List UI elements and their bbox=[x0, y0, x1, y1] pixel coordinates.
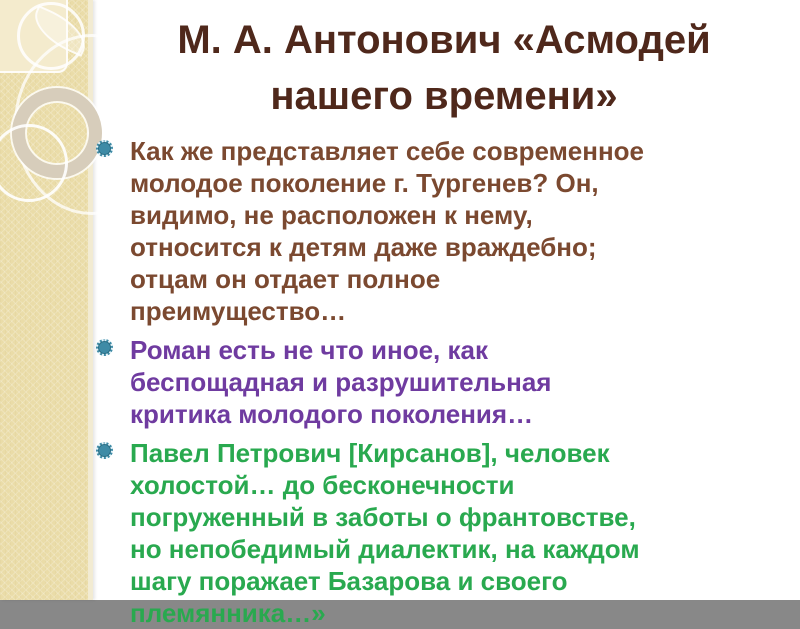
text-line: шагу поражает Базарова и своего bbox=[130, 566, 568, 596]
text-line: беспощадная и разрушительная bbox=[130, 367, 552, 397]
text-line: холостой… до бесконечности bbox=[130, 470, 515, 500]
slide-content bbox=[88, 0, 800, 628]
text-line: преимущество… bbox=[130, 296, 347, 326]
bullet-icon bbox=[96, 339, 113, 356]
text-line: Роман есть не что иное, как bbox=[130, 335, 488, 365]
text-line: Павел Петрович [Кирсанов], человек bbox=[130, 438, 610, 468]
text-line: относится к детям даже враждебно; bbox=[130, 232, 597, 262]
sidebar-decoration bbox=[0, 0, 93, 600]
text-line: молодое поколение г. Тургенев? Он, bbox=[130, 168, 599, 198]
text-line: но непобедимый диалектик, на каждом bbox=[130, 534, 640, 564]
title-line: нашего времени» bbox=[270, 74, 618, 118]
bullet-item bbox=[130, 437, 774, 629]
bullet-list bbox=[88, 135, 774, 629]
bullet-icon bbox=[96, 442, 113, 459]
text-line: видимо, не расположен к нему, bbox=[130, 200, 533, 230]
text-line: отцам он отдает полное bbox=[130, 264, 441, 294]
text-line: погруженный в заботы о франтовстве, bbox=[130, 502, 636, 532]
title-line: М. А. Антонович «Асмодей bbox=[177, 18, 711, 62]
bullet-item bbox=[130, 334, 774, 430]
text-line: племянника…» bbox=[130, 598, 326, 628]
text-line: критика молодого поколения… bbox=[130, 399, 534, 429]
bullet-icon bbox=[96, 140, 113, 157]
text-line: Как же представляет себе современное bbox=[130, 136, 645, 166]
slide-title bbox=[98, 12, 790, 124]
bullet-item bbox=[130, 135, 774, 327]
